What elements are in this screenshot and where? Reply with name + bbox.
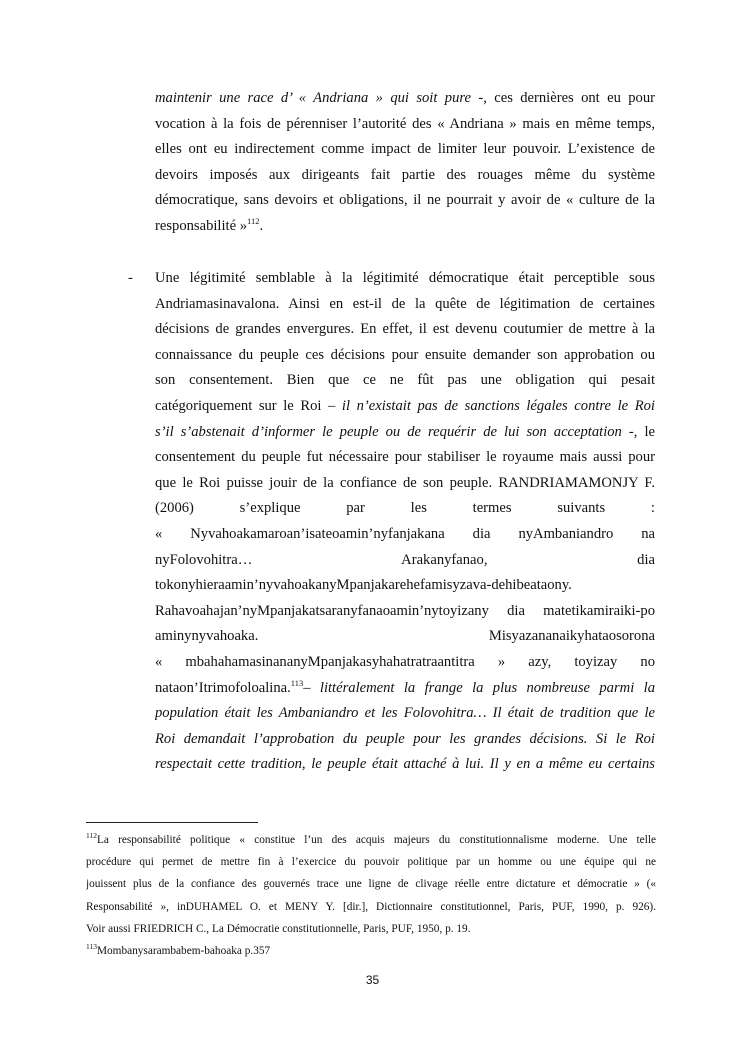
text-line: connaissance du peuple ces décisions pour ensuite demander son approbation ou bbox=[155, 346, 655, 363]
text-line: aminynyvahoaka. Misyazananaikyhataosorona bbox=[155, 628, 655, 645]
text-line: maintenir une race d’ « Andriana » qui soit pure -, ces dernières ont eu pour bbox=[155, 90, 655, 106]
text-line: tokonyhieraamin’nyvahoakanyMpanjakarehefamisyzava-dehibeataony. bbox=[155, 577, 572, 594]
text-line: respectait cette tradition, le peuple était attaché à lui. Il y en a même eu certains bbox=[155, 756, 655, 773]
text-line: devoirs imposés aux dirigeants fait partie des rouages même du système bbox=[155, 166, 655, 183]
footnote-112-line: procédure qui permet de mettre fin à l’exercice du pouvoir politique par un homme ou une équipe qui ne bbox=[86, 856, 656, 869]
text-line: Rahavoahajan’nyMpanjakatsaranyfanaoamin’nytoyizany dia matetikamiraiki-po bbox=[155, 602, 655, 619]
text-line: démocratique, sans devoirs et obligations, il ne pourrait y avoir de « culture de la bbox=[155, 192, 655, 209]
text-line: population était les Ambaniandro et les Folovohitra… Il était de tradition que le bbox=[155, 705, 655, 722]
footnote-separator bbox=[86, 822, 258, 823]
italic-quote: maintenir une race d’ « Andriana » qui soit pure bbox=[155, 90, 471, 106]
footnote-112-line: $^{112}$La responsabilité politique « constitue l’un des acquis majeurs du constitutionnalisme moderne. Une telle bbox=[86, 831, 656, 846]
footnotes bbox=[86, 829, 656, 962]
text-line: décisions de grandes envergures. En effet, il est devenu coutumier de mettre à la bbox=[155, 321, 655, 338]
text-line: que le Roi puisse jouir de la confiance de son peuple. RANDRIAMAMONJY F. bbox=[155, 474, 655, 491]
list-item-paragraph bbox=[155, 266, 655, 778]
text-line: elles ont eu indirectement comme impact de limiter leur pouvoir. L’existence de bbox=[155, 141, 655, 158]
text-line: (2006) s’explique par les termes suivants : bbox=[155, 500, 655, 517]
footnote-number: 113 bbox=[86, 941, 97, 951]
text-line: « Nyvahoakamaroan’isateoamin’nyfanjakana dia nyAmbaniandro na bbox=[155, 525, 655, 542]
text-line: nyFolovohitra… Arakanyfanao, dia bbox=[155, 551, 655, 568]
paragraph-continuation bbox=[155, 86, 655, 240]
footnote-112-line: jouissent plus de la confiance des gouvernés trace une ligne de clivage réelle entre dictature et démocratie » (« bbox=[86, 878, 656, 891]
footnote-112-line: Voir aussi FRIEDRICH C., La Démocratie constitutionnelle, Paris, PUF, 1950, p. 19. bbox=[86, 922, 471, 935]
list-bullet: - bbox=[128, 270, 133, 286]
text-line: nataon’Itrimofoloalina.$^{113}$– littéralement la frange la plus nombreuse parmi la bbox=[155, 677, 655, 696]
text-line: s’il s’abstenait d’informer le peuple ou de requérir de lui son acceptation -, le bbox=[155, 423, 655, 440]
text-line: vocation à la fois de pérenniser l’autorité des « Andriana » mais en même temps, bbox=[155, 115, 655, 132]
text-line: responsabilité »$^{112}$. bbox=[155, 215, 264, 234]
text-line: catégoriquement sur le Roi – il n’existait pas de sanctions légales contre le Roi bbox=[155, 397, 655, 414]
text-line: Roi demandait l’approbation du peuple pour les grandes décisions. Si le Roi bbox=[155, 730, 655, 747]
text-line: consentement du peuple fut nécessaire pour stabiliser le royaume mais aussi pour bbox=[155, 449, 655, 466]
text-line: Une légitimité semblable à la légitimité démocratique était perceptible sous bbox=[155, 270, 655, 286]
page-number: 35 bbox=[365, 973, 380, 987]
footnote-112-line: Responsabilité », inDUHAMEL O. et MENY Y. [dir.], Dictionnaire constitutionnel, Paris, PUF, 1990, p. 926). bbox=[86, 900, 656, 913]
footnote-113-line: $^{113}$Mombanysarambabem-bahoaka p.357 bbox=[86, 941, 271, 957]
text-line: Andriamasinavalona. Ainsi en est-il de la quête de légitimation de certaines bbox=[155, 295, 655, 312]
footnote-reference[interactable]: 113 bbox=[290, 677, 304, 688]
text-line: « mbahahamasinananyMpanjakasyhahatratraantitra » azy, toyizay no bbox=[155, 653, 655, 670]
footnote-reference[interactable]: 112 bbox=[247, 215, 260, 226]
text-line: son consentement. Bien que ce ne fût pas une obligation qui pesait bbox=[155, 372, 655, 389]
footnote-number: 112 bbox=[86, 831, 97, 840]
